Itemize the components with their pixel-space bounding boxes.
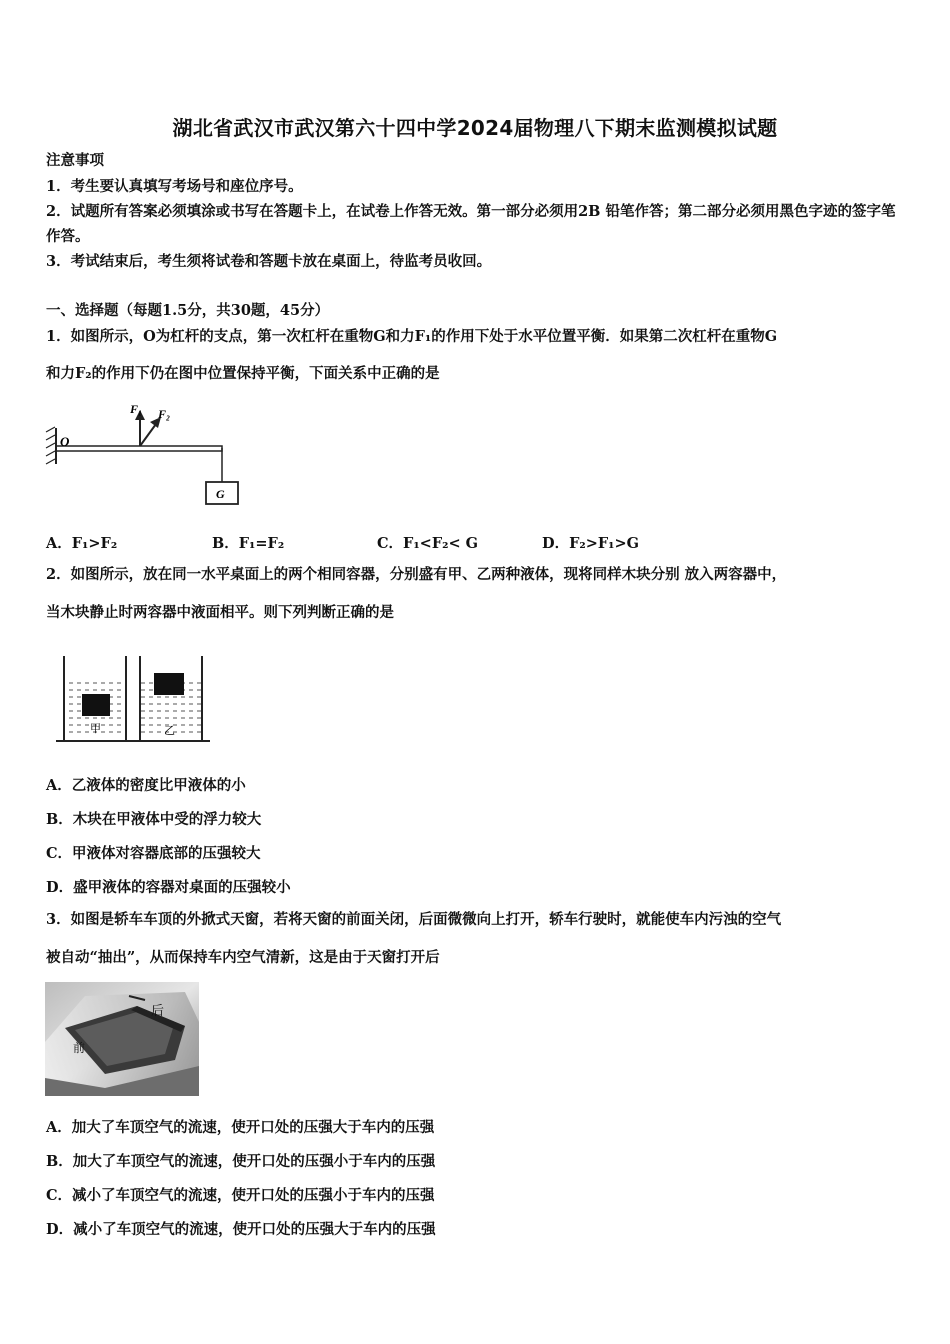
pivot-label: O	[60, 434, 70, 449]
container-right-label: 乙	[164, 724, 175, 737]
q3-stem-line1: 3．如图是轿车车顶的外掀式天窗，若将天窗的前面关闭，后面微微向上打开，轿车行驶时，就能使车内污浊的空气	[46, 911, 782, 928]
q2-option-a: A．乙液体的密度比甲液体的小	[46, 777, 246, 794]
photo-back-label: 后	[151, 1004, 165, 1019]
containers-figure	[52, 652, 212, 748]
notice-item-3: 3．考试结束后，考生须将试卷和答题卡放在桌面上，待监考员收回。	[46, 253, 492, 270]
notice-heading: 注意事项	[46, 152, 104, 169]
weight-label: G	[216, 487, 225, 501]
sunroof-photo	[45, 982, 199, 1096]
q3-option-a: A．加大了车顶空气的流速，使开口处的压强大于车内的压强	[46, 1119, 435, 1136]
q1-option-c: C．F₁<F₂< G	[377, 535, 479, 552]
f1-label: F₁	[130, 402, 143, 416]
section-heading: 一、选择题（每题1.5分，共30题，45分）	[46, 302, 330, 319]
q1-stem-line2: 和力F₂的作用下仍在图中位置保持平衡，下面关系中正确的是	[46, 365, 440, 382]
q1-option-d: D．F₂>F₁>G	[542, 535, 640, 552]
q2-option-b: B．木块在甲液体中受的浮力较大	[46, 811, 262, 828]
page-title: 湖北省武汉市武汉第六十四中学2024届物理八下期末监测模拟试题	[172, 116, 778, 140]
container-left-label: 甲	[90, 722, 101, 735]
q3-option-b: B．加大了车顶空气的流速，使开口处的压强小于车内的压强	[46, 1153, 436, 1170]
photo-front-label: 前	[73, 1041, 86, 1055]
notice-item-2: 2．试题所有答案必须填涂或书写在答题卡上，在试卷上作答无效。第一部分必须用2B 铅笔作答；第二部分必须用黑色字迹的签字笔作答。	[46, 203, 896, 245]
q2-stem-line2: 当木块静止时两容器中液面相平。则下列判断正确的是	[46, 604, 394, 621]
q2-option-d: D．盛甲液体的容器对桌面的压强较小	[46, 879, 291, 896]
q1-option-b: B．F₁=F₂	[212, 535, 285, 552]
q3-stem-line2: 被自动“抽出”，从而保持车内空气清新，这是由于天窗打开后	[46, 949, 440, 966]
q1-stem-line1: 1．如图所示，O为杠杆的支点，第一次杠杆在重物G和力F₁的作用下处于水平位置平衡．如果第二次杠杆在重物G	[46, 328, 778, 345]
notice-item-1: 1．考生要认真填写考场号和座位序号。	[46, 178, 303, 195]
q3-option-c: C．减小了车顶空气的流速，使开口处的压强小于车内的压强	[46, 1187, 435, 1204]
lever-figure	[44, 398, 244, 510]
q3-option-d: D．减小了车顶空气的流速，使开口处的压强大于车内的压强	[46, 1221, 436, 1238]
f2-label: F₂	[158, 407, 171, 421]
q2-stem-line1: 2．如图所示，放在同一水平桌面上的两个相同容器，分别盛有甲、乙两种液体，现将同样木块分别 放入两容器中，	[46, 566, 787, 583]
q2-option-c: C．甲液体对容器底部的压强较大	[46, 845, 261, 862]
q1-option-a: A．F₁>F₂	[46, 535, 118, 552]
